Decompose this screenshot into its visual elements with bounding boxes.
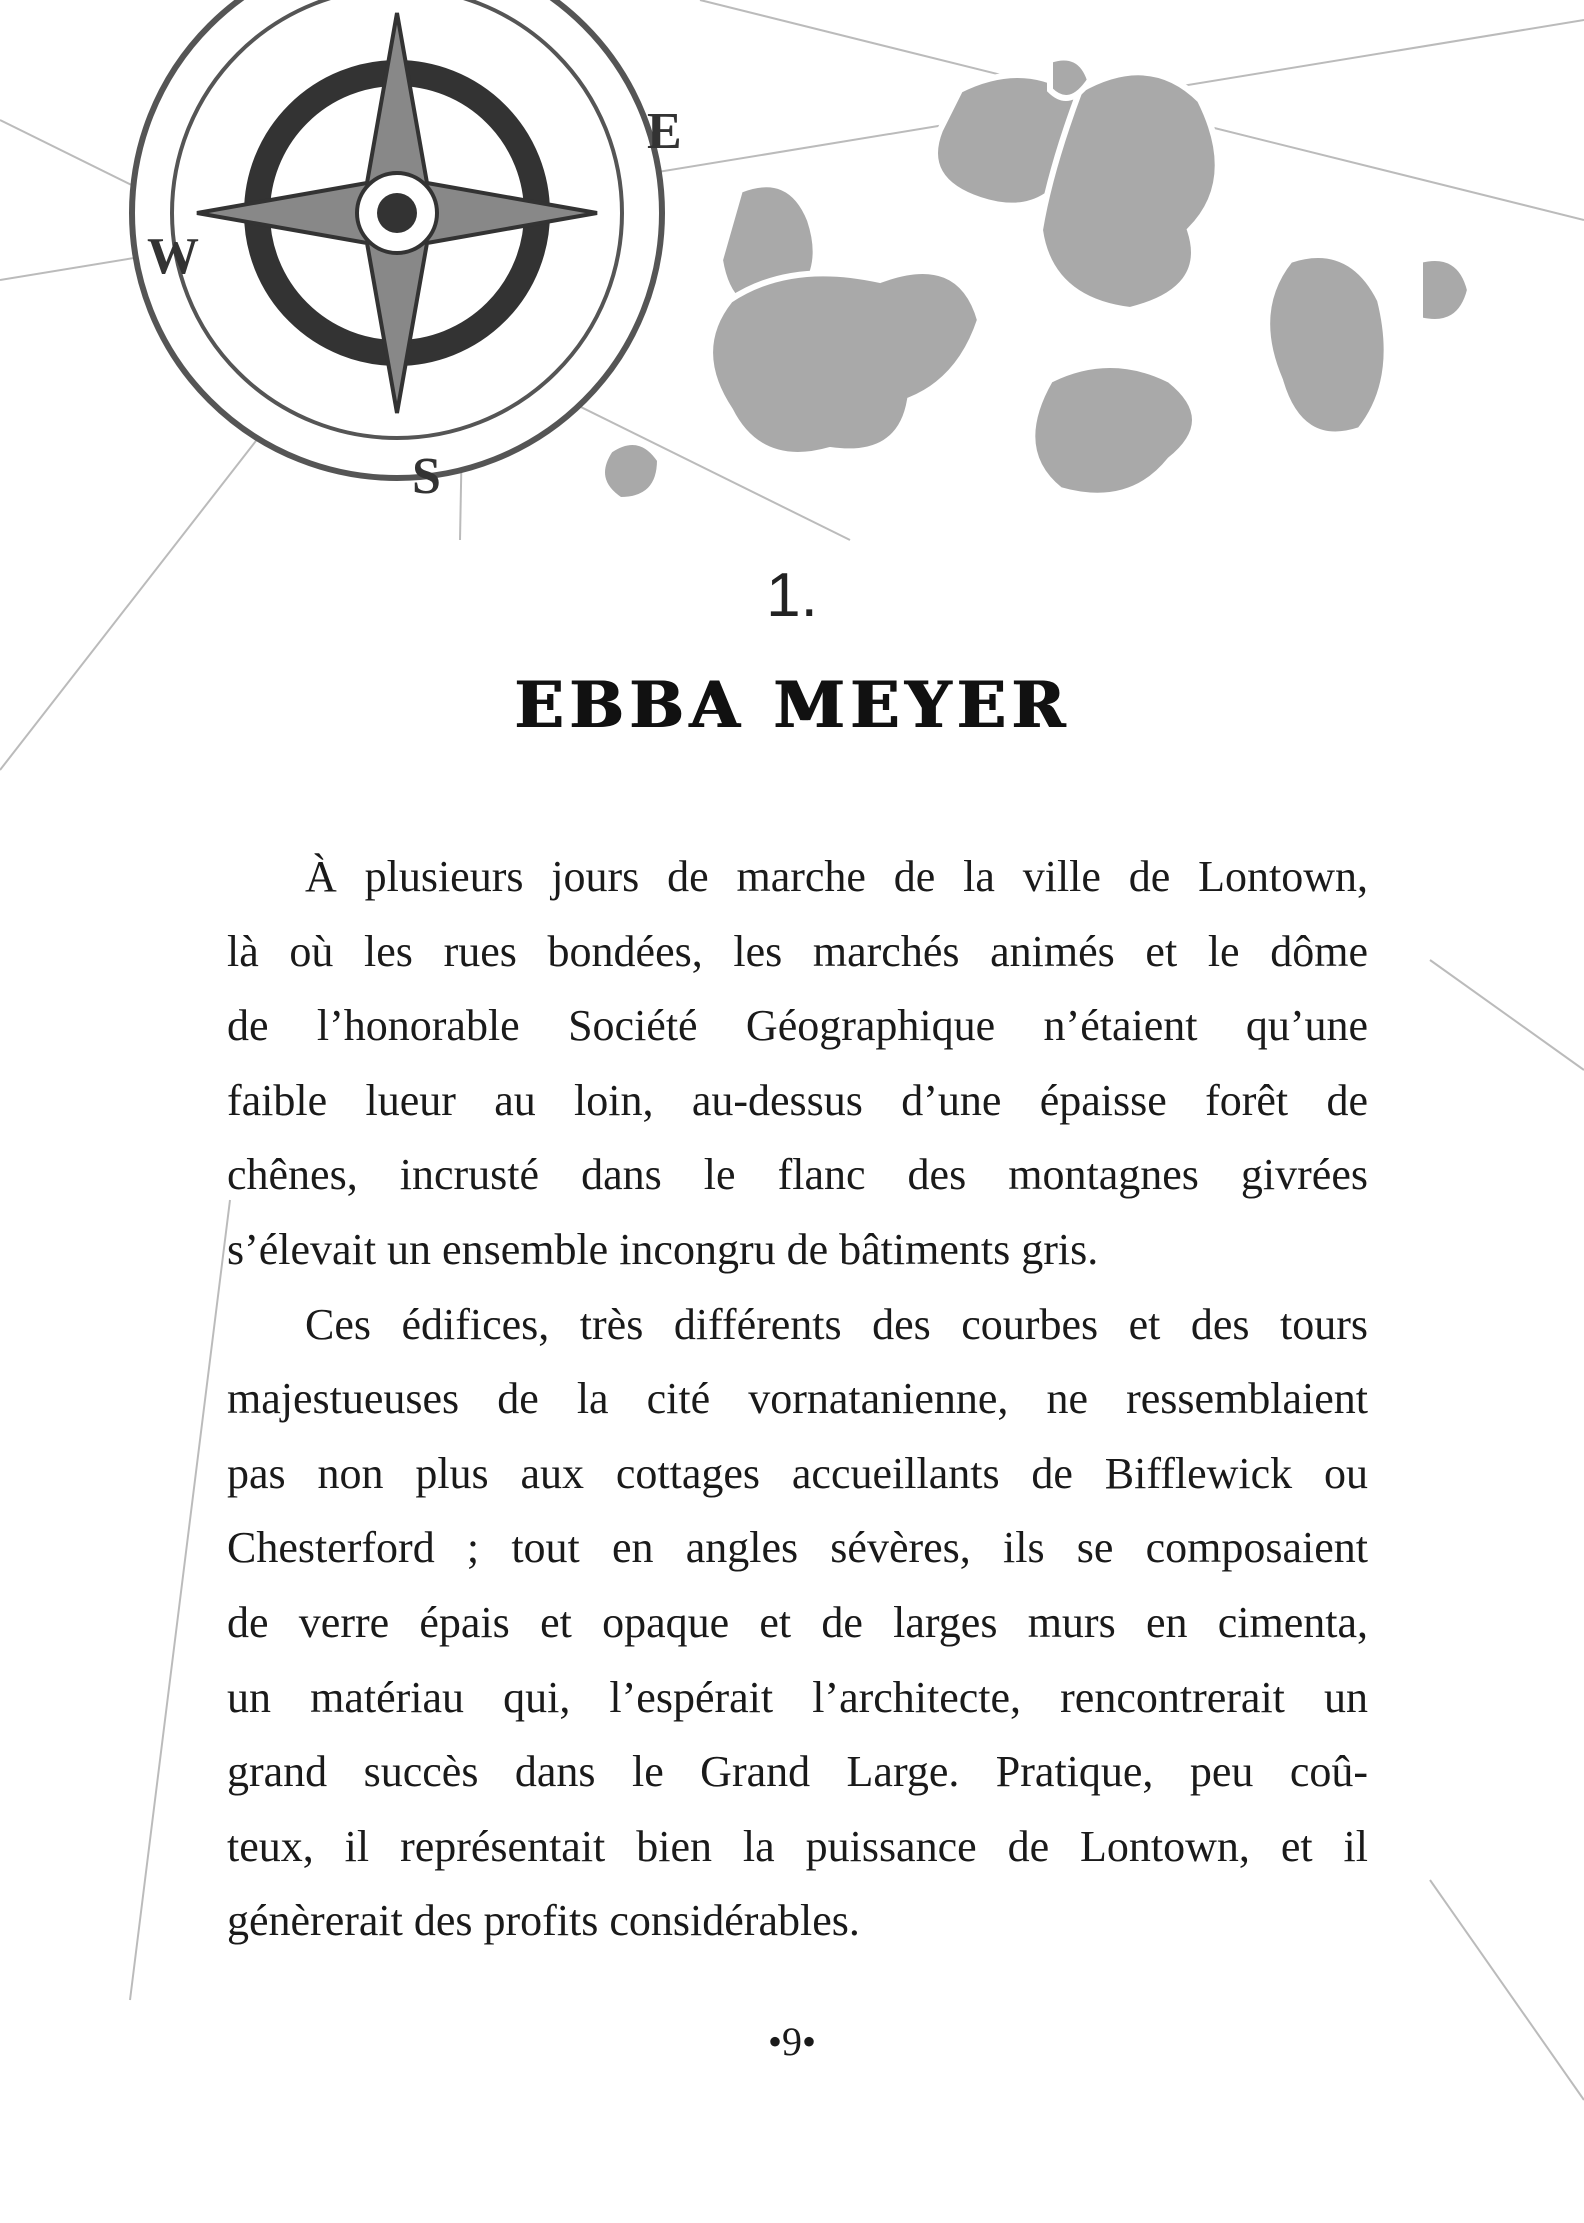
chapter-number: 1. bbox=[766, 561, 818, 630]
text-line: pas non plus aux cottages accueillants de Bifflewick ou bbox=[227, 1448, 1368, 1498]
compass-label-w: W bbox=[147, 228, 199, 285]
text-line: À plusieurs jours de marche de la ville de Lontown, bbox=[305, 852, 1368, 901]
compass-label-s: S bbox=[412, 448, 441, 505]
text-line: s’élevait un ensemble incongru de bâtiments gris. bbox=[227, 1224, 1099, 1274]
text-line: faible lueur au loin, au-dessus d’une épaisse forêt de bbox=[227, 1075, 1368, 1125]
text-line: là où les rues bondées, les marchés animés et le dôme bbox=[227, 926, 1368, 976]
text-line: un matériau qui, l’espérait l’architecte, rencontrerait un bbox=[227, 1672, 1368, 1722]
text-line: grand succès dans le Grand Large. Pratique, peu coû- bbox=[227, 1747, 1368, 1797]
text-line: génèrerait des profits considérables. bbox=[227, 1896, 860, 1946]
text-line: Chesterford ; tout en angles sévères, ils se composaient bbox=[227, 1523, 1368, 1573]
compass-rose-icon bbox=[132, 0, 682, 505]
body-text bbox=[227, 840, 1368, 1959]
text-line: majestueuses de la cité vornatanienne, ne ressemblaient bbox=[227, 1374, 1368, 1424]
compass-label-e: E bbox=[647, 103, 682, 160]
text-line: chênes, incrusté dans le flanc des montagnes givrées bbox=[227, 1150, 1368, 1200]
page-number: •9• bbox=[767, 2019, 816, 2064]
islands bbox=[602, 58, 1470, 501]
text-line: de verre épais et opaque et de larges murs en cimenta, bbox=[227, 1597, 1368, 1647]
text-line: de l’honorable Société Géographique n’étaient qu’une bbox=[227, 1001, 1368, 1051]
chapter-title: EBBA MEYER bbox=[513, 668, 1071, 743]
text-line: teux, il représentait bien la puissance de Lontown, et il bbox=[227, 1821, 1368, 1871]
text-line: Ces édifices, très différents des courbes et des tours bbox=[305, 1299, 1368, 1349]
